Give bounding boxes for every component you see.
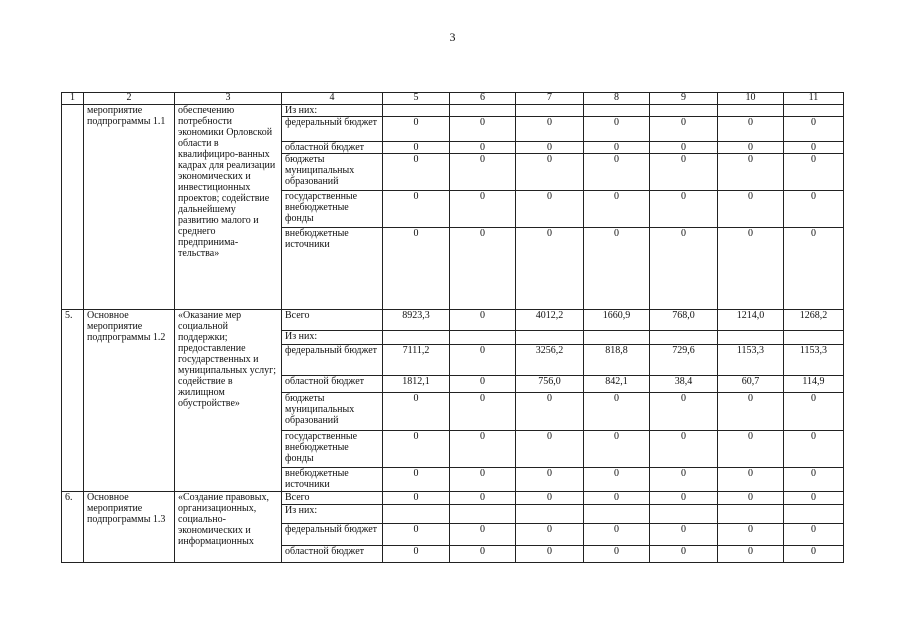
measure-name-cell: Основное мероприятие подпрограммы 1.3	[84, 492, 175, 563]
value-cell: 0	[718, 228, 784, 310]
value-cell: 4012,2	[516, 310, 584, 331]
column-header: 11	[784, 93, 844, 105]
value-cell	[784, 331, 844, 345]
value-cell: 0	[516, 117, 584, 142]
funding-source-cell: государственные внебюджетные фонды	[282, 431, 383, 468]
value-cell: 0	[383, 228, 450, 310]
measure-name-cell: мероприятие подпрограммы 1.1	[84, 105, 175, 310]
value-cell: 0	[784, 468, 844, 492]
value-cell: 0	[450, 310, 516, 331]
value-cell: 0	[450, 468, 516, 492]
value-cell: 1812,1	[383, 376, 450, 393]
value-cell	[650, 105, 718, 117]
value-cell: 38,4	[650, 376, 718, 393]
value-cell: 0	[584, 228, 650, 310]
value-cell: 0	[450, 524, 516, 546]
value-cell: 0	[784, 117, 844, 142]
value-cell: 0	[718, 546, 784, 563]
measure-description-cell: «Создание правовых, организационных, социально-экономических и информационных	[175, 492, 282, 563]
value-cell: 1268,2	[784, 310, 844, 331]
value-cell	[450, 505, 516, 524]
value-cell: 3256,2	[516, 345, 584, 376]
column-header: 2	[84, 93, 175, 105]
table-row	[62, 310, 844, 331]
value-cell: 0	[383, 524, 450, 546]
value-cell: 0	[450, 431, 516, 468]
value-cell: 0	[718, 393, 784, 431]
value-cell: 0	[584, 546, 650, 563]
value-cell: 0	[650, 468, 718, 492]
funding-source-cell: внебюджетные источники	[282, 228, 383, 310]
value-cell: 0	[650, 431, 718, 468]
value-cell: 0	[718, 191, 784, 228]
value-cell: 768,0	[650, 310, 718, 331]
value-cell	[584, 105, 650, 117]
value-cell: 0	[784, 546, 844, 563]
value-cell: 0	[383, 546, 450, 563]
value-cell	[718, 331, 784, 345]
value-cell: 0	[784, 191, 844, 228]
value-cell: 0	[383, 492, 450, 505]
value-cell	[516, 105, 584, 117]
row-number-cell: 5.	[62, 310, 84, 492]
funding-source-cell: федеральный бюджет	[282, 117, 383, 142]
value-cell: 0	[450, 376, 516, 393]
measure-name-cell: Основное мероприятие подпрограммы 1.2	[84, 310, 175, 492]
value-cell: 0	[584, 393, 650, 431]
value-cell: 0	[584, 431, 650, 468]
value-cell: 818,8	[584, 345, 650, 376]
funding-source-cell: Всего	[282, 310, 383, 331]
value-cell: 0	[718, 431, 784, 468]
table-row	[62, 105, 844, 117]
budget-table	[61, 92, 844, 563]
funding-source-cell: Всего	[282, 492, 383, 505]
funding-source-cell: федеральный бюджет	[282, 524, 383, 546]
value-cell: 0	[450, 546, 516, 563]
column-header: 10	[718, 93, 784, 105]
value-cell: 114,9	[784, 376, 844, 393]
value-cell: 0	[450, 191, 516, 228]
value-cell: 0	[718, 142, 784, 154]
value-cell	[584, 331, 650, 345]
value-cell: 0	[450, 345, 516, 376]
funding-source-cell: бюджеты муниципальных образований	[282, 393, 383, 431]
value-cell: 0	[516, 191, 584, 228]
value-cell: 0	[450, 393, 516, 431]
value-cell: 0	[718, 117, 784, 142]
value-cell: 0	[650, 117, 718, 142]
value-cell: 0	[718, 468, 784, 492]
value-cell: 0	[650, 154, 718, 191]
row-number-cell	[62, 105, 84, 310]
column-header: 9	[650, 93, 718, 105]
value-cell	[784, 505, 844, 524]
value-cell	[516, 505, 584, 524]
row-number-cell: 6.	[62, 492, 84, 563]
funding-source-cell: областной бюджет	[282, 142, 383, 154]
value-cell: 0	[516, 492, 584, 505]
value-cell: 1153,3	[784, 345, 844, 376]
value-cell	[383, 331, 450, 345]
value-cell: 0	[784, 431, 844, 468]
value-cell: 0	[584, 468, 650, 492]
value-cell: 0	[784, 142, 844, 154]
value-cell: 0	[584, 492, 650, 505]
value-cell: 0	[650, 492, 718, 505]
value-cell: 0	[383, 117, 450, 142]
value-cell: 0	[450, 142, 516, 154]
value-cell: 0	[650, 546, 718, 563]
header-row	[62, 93, 844, 105]
value-cell: 0	[383, 393, 450, 431]
value-cell: 0	[383, 191, 450, 228]
funding-source-cell: Из них:	[282, 105, 383, 117]
value-cell: 8923,3	[383, 310, 450, 331]
page-number: 3	[449, 30, 456, 44]
value-cell	[516, 331, 584, 345]
value-cell: 1153,3	[718, 345, 784, 376]
funding-source-cell: Из них:	[282, 505, 383, 524]
value-cell: 0	[450, 492, 516, 505]
measure-description-cell: «Оказание мер социальной поддержки; предоставление государственных и муниципальных услуг; содействие в жилищном обустройстве»	[175, 310, 282, 492]
funding-source-cell: внебюджетные источники	[282, 468, 383, 492]
value-cell: 0	[584, 154, 650, 191]
column-header: 7	[516, 93, 584, 105]
value-cell: 0	[516, 431, 584, 468]
value-cell: 0	[718, 154, 784, 191]
value-cell: 1214,0	[718, 310, 784, 331]
value-cell	[450, 105, 516, 117]
value-cell: 0	[450, 117, 516, 142]
value-cell: 0	[650, 228, 718, 310]
value-cell: 842,1	[584, 376, 650, 393]
funding-source-cell: бюджеты муниципальных образований	[282, 154, 383, 191]
value-cell: 0	[784, 228, 844, 310]
value-cell: 0	[784, 154, 844, 191]
value-cell	[383, 105, 450, 117]
value-cell: 0	[383, 431, 450, 468]
table-row	[62, 492, 844, 505]
value-cell: 0	[650, 191, 718, 228]
value-cell: 729,6	[650, 345, 718, 376]
value-cell	[650, 505, 718, 524]
value-cell: 0	[516, 393, 584, 431]
value-cell: 0	[718, 524, 784, 546]
column-header: 5	[383, 93, 450, 105]
column-header: 6	[450, 93, 516, 105]
column-header: 8	[584, 93, 650, 105]
value-cell: 0	[383, 142, 450, 154]
value-cell: 0	[584, 142, 650, 154]
value-cell	[383, 505, 450, 524]
value-cell: 0	[450, 154, 516, 191]
value-cell: 0	[784, 524, 844, 546]
measure-description-cell: обеспечению потребности экономики Орловской области в квалифициро-ванных кадрах для реализации экономических и инвестиционных проектов; содействие дальнейшему развитию малого и среднего предпринима-тельства»	[175, 105, 282, 310]
value-cell	[450, 331, 516, 345]
value-cell: 0	[584, 117, 650, 142]
funding-source-cell: Из них:	[282, 331, 383, 345]
column-header: 3	[175, 93, 282, 105]
value-cell: 0	[383, 468, 450, 492]
value-cell: 0	[650, 524, 718, 546]
value-cell: 0	[516, 154, 584, 191]
value-cell: 0	[784, 492, 844, 505]
value-cell: 0	[584, 524, 650, 546]
value-cell: 60,7	[718, 376, 784, 393]
value-cell	[784, 105, 844, 117]
value-cell	[718, 505, 784, 524]
value-cell: 0	[584, 191, 650, 228]
value-cell	[718, 105, 784, 117]
funding-source-cell: областной бюджет	[282, 546, 383, 563]
value-cell	[650, 331, 718, 345]
value-cell	[584, 505, 650, 524]
value-cell: 0	[718, 492, 784, 505]
value-cell: 0	[516, 546, 584, 563]
funding-source-cell: федеральный бюджет	[282, 345, 383, 376]
value-cell: 0	[450, 228, 516, 310]
funding-source-cell: государственные внебюджетные фонды	[282, 191, 383, 228]
value-cell: 0	[650, 393, 718, 431]
funding-source-cell: областной бюджет	[282, 376, 383, 393]
value-cell: 0	[383, 154, 450, 191]
value-cell: 0	[650, 142, 718, 154]
column-header: 4	[282, 93, 383, 105]
value-cell: 0	[516, 468, 584, 492]
value-cell: 0	[516, 228, 584, 310]
column-header: 1	[62, 93, 84, 105]
value-cell: 0	[516, 524, 584, 546]
value-cell: 0	[784, 393, 844, 431]
value-cell: 1660,9	[584, 310, 650, 331]
value-cell: 0	[516, 142, 584, 154]
value-cell: 7111,2	[383, 345, 450, 376]
value-cell: 756,0	[516, 376, 584, 393]
